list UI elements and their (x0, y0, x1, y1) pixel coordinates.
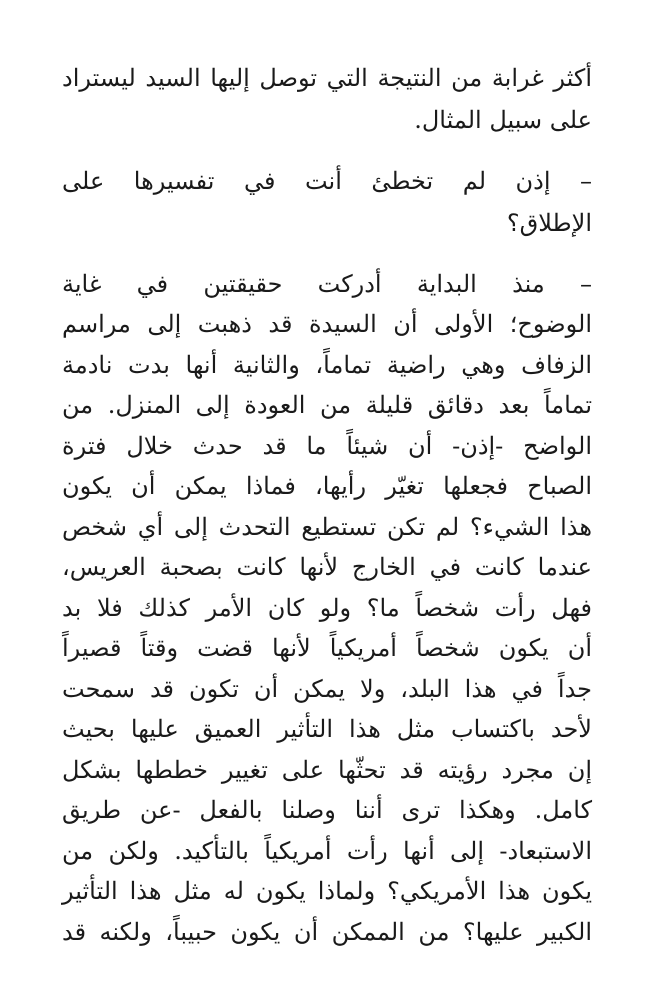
text-line: تماماً بعد دقائق قليلة من العودة إلى المنزل. من (62, 391, 592, 419)
text-line: جداً في هذا البلد، ولا يمكن أن تكون قد سمحت (62, 675, 592, 703)
text-line: الإطلاق؟ (506, 209, 592, 237)
text-line: أكثر غرابة من النتيجة التي توصل إليها السيد ليستراد (62, 64, 592, 92)
text-line: الوضوح؛ الأولى أن السيدة قد ذهبت إلى مراسم (62, 310, 592, 338)
text-line: عندما كانت في الخارج لأنها كانت بصحبة العريس، (62, 553, 592, 581)
text-line: الواضح -إذن- أن شيئاً ما قد حدث خلال فترة (62, 432, 592, 460)
text-line: أن يكون شخصاً أمريكياً لأنها قضت وقتاً قصيراً (62, 634, 592, 662)
text-line: الاستبعاد- إلى أنها رأت أمريكياً بالتأكيد. ولكن من (62, 837, 592, 865)
text-line: لأحد باكتساب مثل هذا التأثير العميق عليها بحيث (62, 715, 592, 743)
text-line: الزفاف وهي راضية تماماً، والثانية أنها بدت نادمة (62, 351, 592, 379)
text-line: الكبير عليها؟ من الممكن أن يكون حبيباً، ولكنه قد (62, 918, 592, 946)
text-line: – إذن لم تخطئ أنت في تفسيرها على (62, 167, 592, 195)
text-line: يكون هذا الأمريكي؟ ولماذا يكون له مثل هذا التأثير (62, 877, 592, 905)
text-line: – منذ البداية أدركت حقيقتين في غاية (62, 270, 592, 298)
text-line: على سبيل المثال. (414, 106, 592, 134)
text-line: الصباح فجعلها تغيّر رأيها، فماذا يمكن أن يكون (62, 472, 592, 500)
text-line: إن مجرد رؤيته قد تحثّها على تغيير خططها بشكل (62, 756, 592, 784)
text-line: فهل رأت شخصاً ما؟ ولو كان الأمر كذلك فلا بد (62, 594, 592, 622)
text-line: كامل. وهكذا ترى أننا وصلنا بالفعل -عن طريق (62, 796, 592, 824)
text-line: هذا الشيء؟ لم تكن تستطيع التحدث إلى أي شخص (62, 513, 592, 541)
